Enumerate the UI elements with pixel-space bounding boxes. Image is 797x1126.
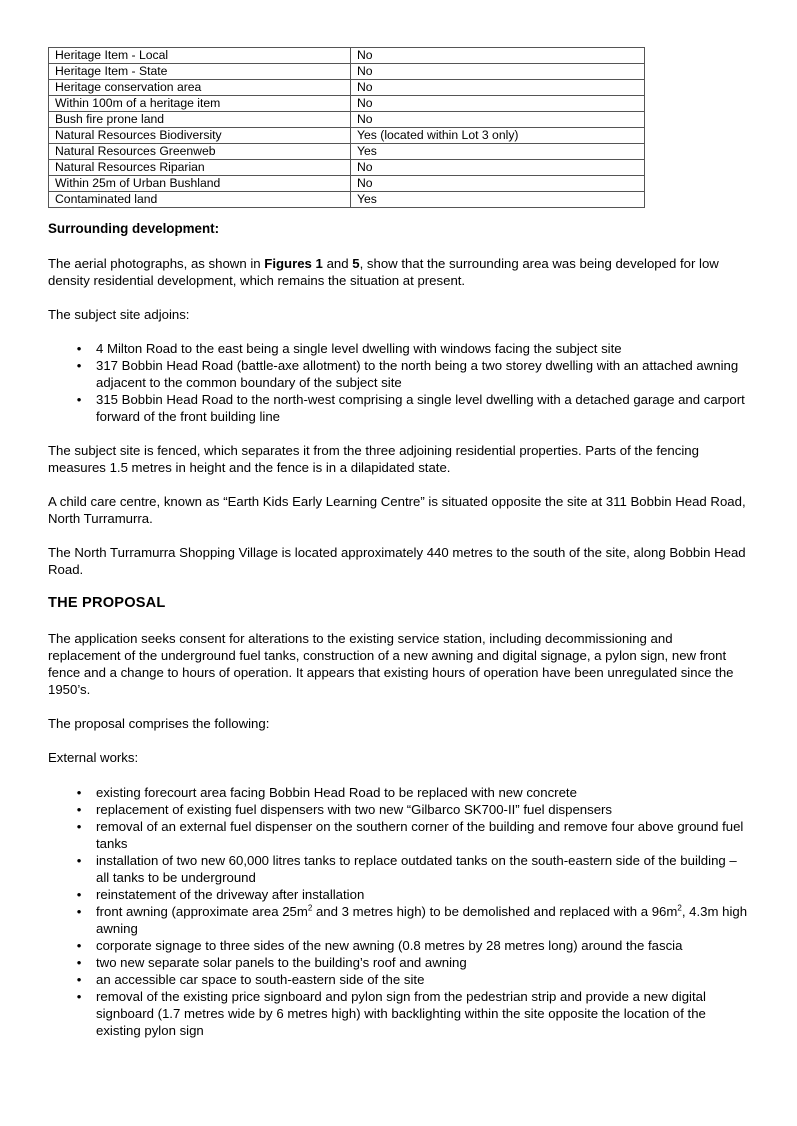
- adjoins-paragraph: The subject site adjoins:: [48, 307, 190, 322]
- table-cell-label: Contaminated land: [49, 192, 351, 208]
- table-cell-label: Natural Resources Biodiversity: [49, 128, 351, 144]
- list-item: • 317 Bobbin Head Road (battle-axe allotment) to the north being a two storey dwelling with an attached awning adjacent to the common boundary of the subject site: [76, 358, 739, 390]
- table-row: [49, 144, 645, 160]
- table-cell-value: No: [351, 96, 645, 112]
- table-cell-value: No: [351, 64, 645, 80]
- table-cell-value: No: [351, 176, 645, 192]
- external-works-label: External works:: [48, 750, 139, 765]
- table-cell-label: Natural Resources Greenweb: [49, 144, 351, 160]
- comprises-paragraph: The proposal comprises the following:: [48, 716, 270, 731]
- list-item: • two new separate solar panels to the building’s roof and awning: [76, 955, 467, 970]
- table-cell-value: Yes: [351, 192, 645, 208]
- table-cell-label: Within 25m of Urban Bushland: [49, 176, 351, 192]
- table-row: [49, 176, 645, 192]
- adjoins-list: [48, 340, 748, 425]
- table-cell-value: No: [351, 48, 645, 64]
- list-item: • front awning (approximate area $25m^2$ and 3 metres high) to be demolished and replaced with a $96m^2$, 4.3m high awning: [76, 903, 748, 936]
- list-item: • corporate signage to three sides of the new awning (0.8 metres by 28 metres long) around the fascia: [76, 938, 683, 953]
- document-page: [48, 47, 748, 1056]
- table-row: [49, 128, 645, 144]
- fenced-paragraph: The subject site is fenced, which separates it from the three adjoining residential properties. Parts of the fencing measures 1.5 metres in height and the fence is in a dilapidated state.: [48, 443, 699, 475]
- list-item: • 315 Bobbin Head Road to the north-west comprising a single level dwelling with a detached garage and carport forward of the front building line: [76, 392, 745, 424]
- table-row: [49, 80, 645, 96]
- aerial-paragraph: The aerial photographs, as shown in Figures 1 and 5, show that the surrounding area was being developed for low density residential development, which remains the situation at present.: [48, 256, 719, 288]
- surrounding-heading: Surrounding development:: [48, 221, 220, 236]
- list-item: • removal of an external fuel dispenser on the southern corner of the building and remove four above ground fuel tanks: [76, 819, 744, 851]
- table-cell-label: Bush fire prone land: [49, 112, 351, 128]
- proposal-intro: The application seeks consent for alterations to the existing service station, including decommissioning and replacement of the underground fuel tanks, construction of a new awning and digital signage, a pylon sign, new front fence and a change to hours of operation. It appears that existing hours of operation have been unregulated since the 1950’s.: [48, 631, 734, 697]
- proposal-heading: THE PROPOSAL: [48, 595, 166, 611]
- table-cell-label: Heritage Item - Local: [49, 48, 351, 64]
- external-works-list: [48, 784, 748, 1039]
- site-constraints-table: [48, 47, 645, 208]
- table-row: [49, 112, 645, 128]
- table-row: [49, 160, 645, 176]
- table-cell-label: Heritage Item - State: [49, 64, 351, 80]
- table-cell-value: Yes (located within Lot 3 only): [351, 128, 645, 144]
- table-row: [49, 96, 645, 112]
- list-item: • installation of two new 60,000 litres tanks to replace outdated tanks on the south-eastern side of the building – all tanks to be underground: [76, 853, 737, 885]
- childcare-paragraph: A child care centre, known as “Earth Kids Early Learning Centre” is situated opposite the site at 311 Bobbin Head Road, North Turramurra.: [48, 494, 746, 526]
- table-cell-value: No: [351, 112, 645, 128]
- table-row: [49, 192, 645, 208]
- table-row: [49, 64, 645, 80]
- table-cell-value: No: [351, 80, 645, 96]
- table-cell-label: Heritage conservation area: [49, 80, 351, 96]
- shopping-paragraph: The North Turramurra Shopping Village is located approximately 440 metres to the south of the site, along Bobbin Head Road.: [48, 545, 746, 577]
- table-cell-value: No: [351, 160, 645, 176]
- list-item: • an accessible car space to south-eastern side of the site: [76, 972, 425, 987]
- table-cell-value: Yes: [351, 144, 645, 160]
- list-item: • removal of the existing price signboard and pylon sign from the pedestrian strip and provide a new digital signboard (1.7 metres wide by 6 metres high) with backlighting within the site opposite the location of the existing pylon sign: [76, 989, 706, 1038]
- list-item: • 4 Milton Road to the east being a single level dwelling with windows facing the subject site: [76, 341, 622, 356]
- list-item: • reinstatement of the driveway after installation: [76, 887, 365, 902]
- table-row: [49, 48, 645, 64]
- table-cell-label: Within 100m of a heritage item: [49, 96, 351, 112]
- table-cell-label: Natural Resources Riparian: [49, 160, 351, 176]
- list-item: • existing forecourt area facing Bobbin Head Road to be replaced with new concrete: [76, 785, 577, 800]
- list-item: • replacement of existing fuel dispensers with two new “Gilbarco SK700-II” fuel dispensers: [76, 802, 613, 817]
